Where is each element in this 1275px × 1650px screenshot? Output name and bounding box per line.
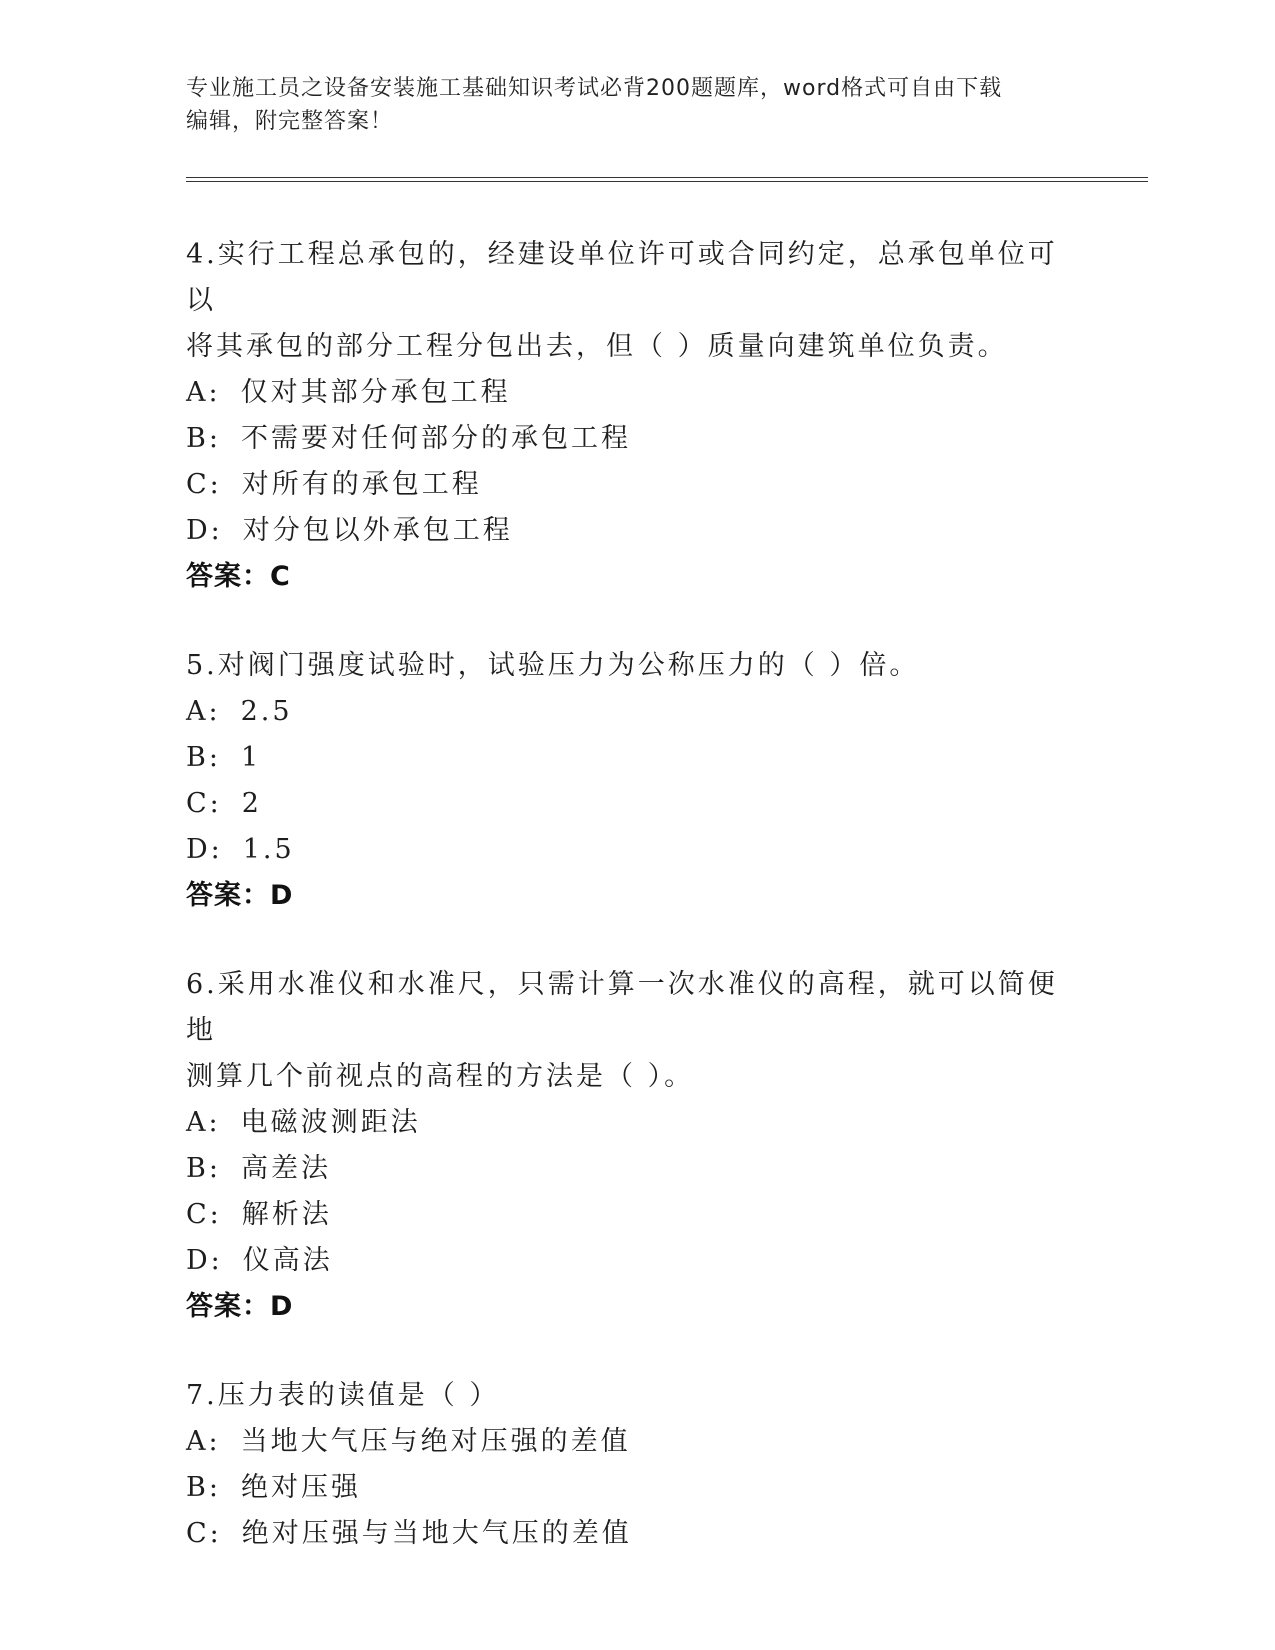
option-key: B: (186, 1472, 221, 1503)
option-text: 绝对压强 (240, 1472, 361, 1503)
option-b (186, 1465, 1086, 1511)
question-number: 4. (186, 239, 218, 270)
option-text: 电磁波测距法 (240, 1107, 421, 1138)
option-text: 仪高法 (242, 1245, 333, 1276)
option-d (186, 508, 1086, 554)
option-text: 对分包以外承包工程 (242, 515, 513, 546)
option-b (186, 1146, 1086, 1192)
question-7 (186, 1373, 1086, 1557)
answer-value: C (270, 561, 291, 592)
option-text: 当地大气压与绝对压强的差值 (240, 1426, 631, 1457)
option-b (186, 735, 1086, 781)
option-c (186, 781, 1086, 827)
option-key: D: (186, 515, 223, 546)
option-text: 高差法 (240, 1153, 331, 1184)
question-5 (186, 643, 1086, 919)
option-key: C: (186, 1199, 222, 1230)
question-list (186, 232, 1086, 1600)
option-key: B: (186, 423, 221, 454)
question-stem-line1: 采用水准仪和水准尺，只需计算一次水准仪的高程，就可以简便地 (186, 969, 1058, 1046)
option-key: C: (186, 469, 222, 500)
answer-label: 答案： (186, 1291, 270, 1322)
option-a (186, 689, 1086, 735)
answer-line (186, 554, 1086, 600)
header-title-line2: 编辑，附完整答案！ (186, 109, 394, 134)
answer-label: 答案： (186, 561, 270, 592)
question-number: 7. (186, 1380, 218, 1411)
answer-value: D (270, 880, 294, 911)
option-text: 2.5 (240, 696, 293, 727)
option-key: A: (186, 377, 221, 408)
question-text (186, 962, 1086, 1054)
option-text: 仅对其部分承包工程 (240, 377, 511, 408)
question-stem-line1: 压力表的读值是（ ） (217, 1380, 500, 1411)
question-text (186, 1373, 1086, 1419)
option-text: 1 (240, 742, 262, 773)
answer-line (186, 873, 1086, 919)
option-text: 1.5 (242, 834, 295, 865)
option-key: B: (186, 742, 221, 773)
option-text: 不需要对任何部分的承包工程 (240, 423, 631, 454)
option-c (186, 1192, 1086, 1238)
option-d (186, 827, 1086, 873)
option-text: 绝对压强与当地大气压的差值 (241, 1518, 632, 1549)
header-title-line1: 专业施工员之设备安装施工基础知识考试必背200题题库，word格式可自由下载 (186, 76, 1003, 101)
question-stem-line1: 实行工程总承包的，经建设单位许可或合同约定，总承包单位可以 (186, 239, 1058, 316)
question-6 (186, 962, 1086, 1330)
option-a (186, 370, 1086, 416)
header-divider-top (186, 177, 1148, 178)
question-stem-line2: 将其承包的部分工程分包出去，但（ ）质量向建筑单位负责。 (186, 331, 1008, 362)
option-key: D: (186, 834, 223, 865)
option-c (186, 462, 1086, 508)
option-key: A: (186, 1107, 221, 1138)
answer-label: 答案： (186, 880, 270, 911)
question-text (186, 232, 1086, 324)
question-stem-line2: 测算几个前视点的高程的方法是（ ）。 (186, 1061, 695, 1092)
option-a (186, 1100, 1086, 1146)
answer-line (186, 1284, 1086, 1330)
option-text: 对所有的承包工程 (241, 469, 482, 500)
option-key: D: (186, 1245, 223, 1276)
option-key: A: (186, 696, 221, 727)
option-key: C: (186, 788, 222, 819)
option-b (186, 416, 1086, 462)
answer-value: D (270, 1291, 294, 1322)
option-c (186, 1511, 1086, 1557)
question-stem-line1: 对阀门强度试验时，试验压力为公称压力的（ ）倍。 (217, 650, 920, 681)
question-4 (186, 232, 1086, 600)
question-number: 6. (186, 969, 218, 1000)
question-number: 5. (186, 650, 218, 681)
option-d (186, 1238, 1086, 1284)
option-text: 解析法 (241, 1199, 332, 1230)
header-divider-bottom (186, 181, 1148, 182)
document-header (186, 72, 1086, 138)
option-key: B: (186, 1153, 221, 1184)
option-text: 2 (241, 788, 262, 819)
option-a (186, 1419, 1086, 1465)
option-key: C: (186, 1518, 222, 1549)
option-key: A: (186, 1426, 221, 1457)
question-text (186, 643, 1086, 689)
